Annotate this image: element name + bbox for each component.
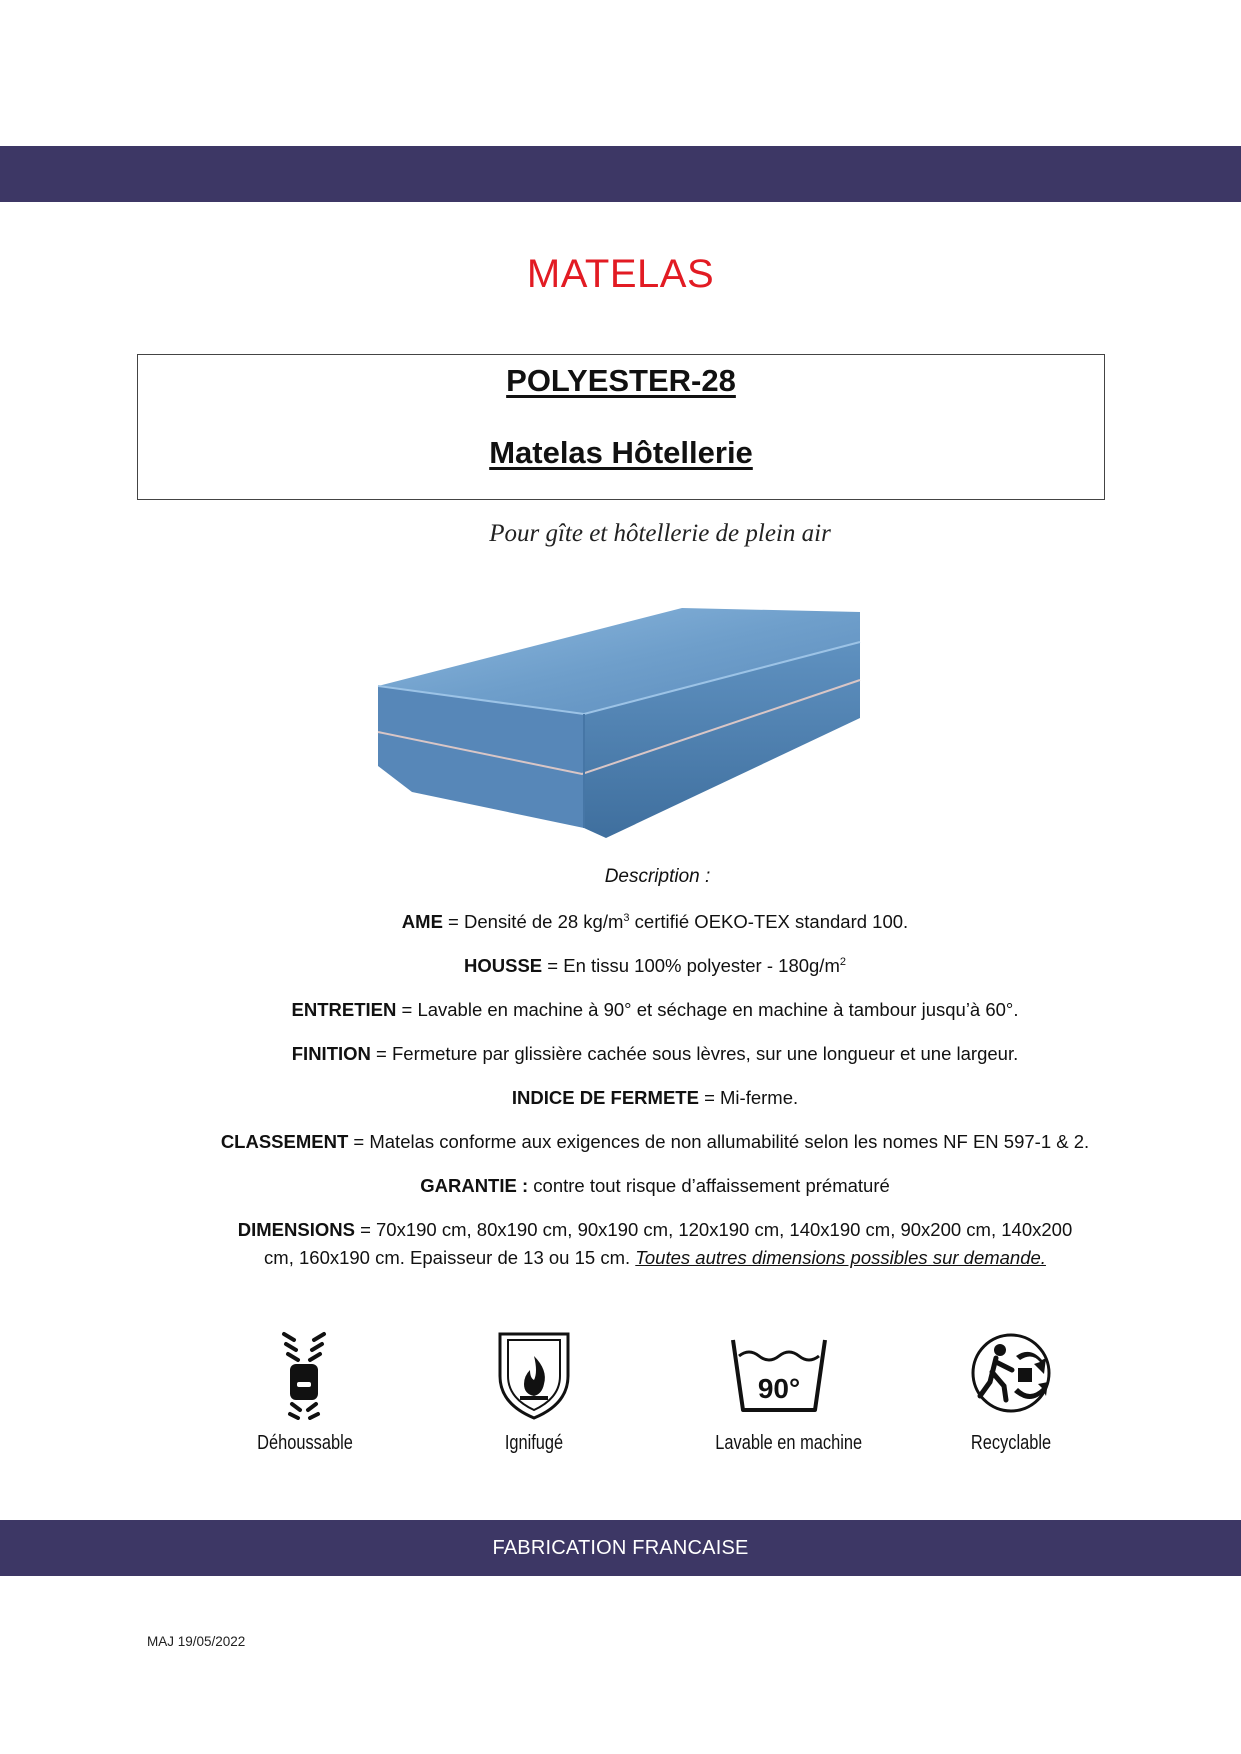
recycle-icon <box>968 1330 1054 1416</box>
feature-label: Recyclable <box>970 1432 1052 1454</box>
spec-label: CLASSEMENT <box>220 1131 349 1152</box>
wash-temperature: 90° <box>757 1373 801 1404</box>
spec-text: contre tout risque d’affaissement prématuré <box>528 1175 890 1196</box>
spec-label: FINITION <box>291 1043 371 1064</box>
spec-sup: 3 <box>623 911 630 924</box>
banner-text: FABRICATION FRANCAISE <box>492 1536 749 1559</box>
dimensions-note: Toutes autres dimensions possibles sur demande. <box>635 1247 1046 1268</box>
feature-label: Lavable en machine <box>715 1432 863 1454</box>
spec-text: certifié OEKO-TEX standard 100. <box>629 911 909 932</box>
feature-label: Déhoussable <box>257 1432 353 1454</box>
spec-text: = Fermeture par glissière cachée sous lèvres, sur une longueur et une largeur. <box>370 1043 1019 1064</box>
product-code: POLYESTER-28 <box>506 363 736 398</box>
spec-classement <box>210 1128 1100 1156</box>
spec-label: AME <box>401 911 443 932</box>
spec-label: DIMENSIONS <box>237 1219 355 1240</box>
product-tagline: Pour gîte et hôtellerie de plein air <box>489 520 831 547</box>
spec-text: = 70x190 cm, 80x190 cm, 90x190 cm, 120x190 cm, 140x190 cm, 90x200 cm, 140x200 cm, 160x190 cm. Epaisseur de 13 ou 15 cm. <box>264 1219 1073 1268</box>
wash-90-icon <box>729 1330 829 1416</box>
description-heading: Description : <box>604 866 711 887</box>
flame-shield-icon <box>494 1330 574 1420</box>
spec-sup: 2 <box>839 955 846 968</box>
spec-label: INDICE DE FERMETE <box>511 1087 699 1108</box>
bottom-banner <box>0 1520 1241 1576</box>
spec-housse <box>210 952 1100 980</box>
feature-label: Ignifugé <box>504 1432 564 1454</box>
spec-text: = Densité de 28 kg/m <box>442 911 624 932</box>
spec-label: GARANTIE : <box>420 1175 529 1196</box>
update-date: MAJ 19/05/2022 <box>147 1634 246 1649</box>
spec-text: = Matelas conforme aux exigences de non allumabilité selon les nomes NF EN 597-1 & 2. <box>348 1131 1090 1152</box>
top-banner <box>0 146 1241 202</box>
mattress-photo <box>372 598 872 850</box>
spec-garantie <box>210 1172 1100 1200</box>
spec-label: ENTRETIEN <box>291 999 397 1020</box>
page-title: MATELAS <box>526 252 715 296</box>
product-name: Matelas Hôtellerie <box>489 435 753 470</box>
zipper-icon <box>270 1330 338 1420</box>
spec-ame <box>210 908 1100 936</box>
spec-finition <box>210 1040 1100 1068</box>
spec-text: = En tissu 100% polyester - 180g/m <box>542 955 840 976</box>
product-title-box <box>137 354 1105 500</box>
spec-entretien <box>210 996 1100 1024</box>
spec-fermete <box>210 1084 1100 1112</box>
spec-label: HOUSSE <box>464 955 543 976</box>
spec-text: = Mi-ferme. <box>698 1087 799 1108</box>
spec-dimensions <box>230 1216 1080 1272</box>
spec-text: = Lavable en machine à 90° et séchage en machine à tambour jusqu’à 60°. <box>396 999 1019 1020</box>
